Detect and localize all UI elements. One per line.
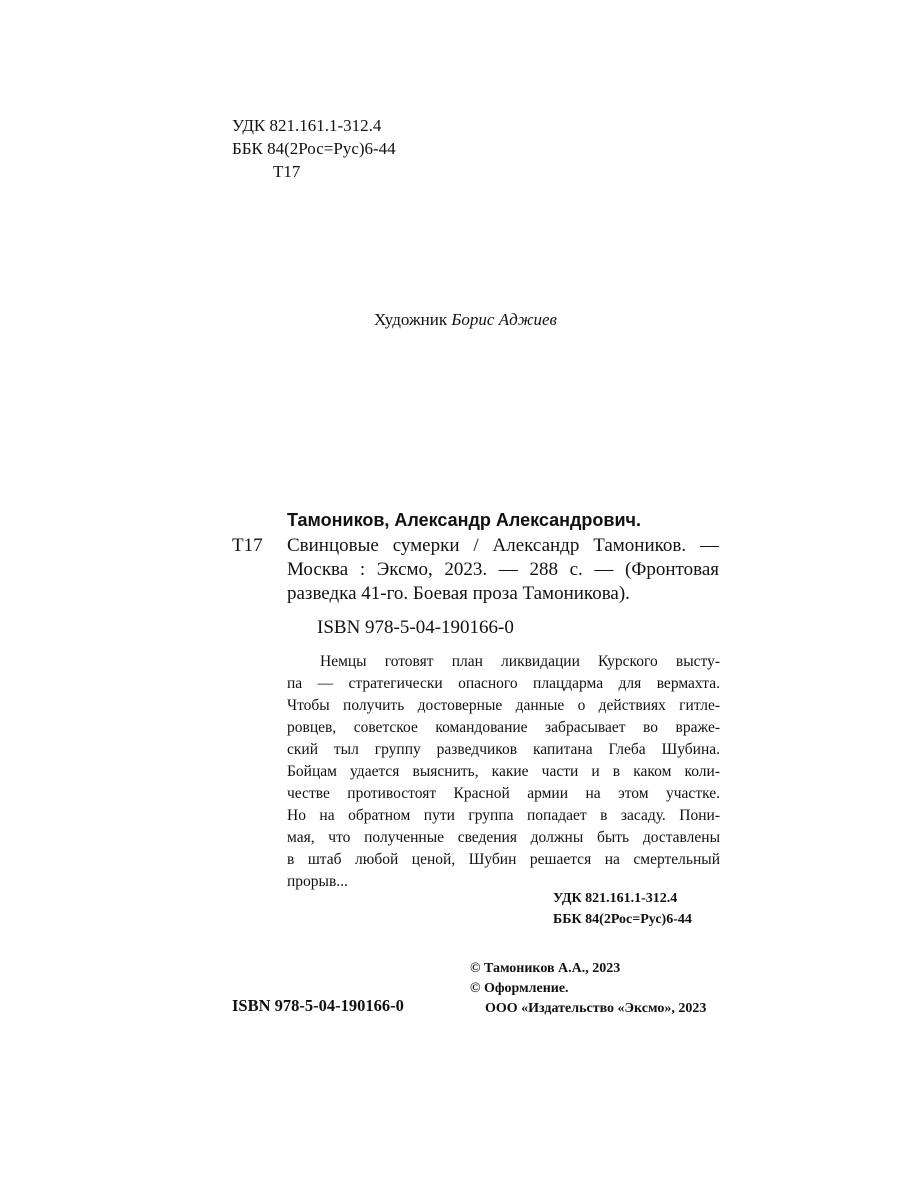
annotation-line-8: Но на обратном пути группа попадает в засаду. Пони- — [287, 807, 720, 824]
copyright-design: © Оформление. — [470, 981, 569, 996]
udk-code-top: УДК 821.161.1-312.4 — [232, 116, 382, 135]
author-mark-entry: Т17 — [232, 535, 263, 556]
udk-code-bottom: УДК 821.161.1-312.4 — [553, 891, 678, 906]
artist-credit — [374, 310, 557, 330]
annotation-line-6: Бойцам удается выяснить, какие части и в каком коли- — [287, 763, 720, 780]
copyright-publisher: ООО «Издательство «Эксмо», 2023 — [485, 1001, 707, 1016]
author-heading: Тамоников, Александр Александрович. — [287, 510, 642, 530]
bbk-code-bottom: ББК 84(2Рос=Рус)6-44 — [553, 912, 692, 927]
annotation-line-7: честве противостоят Красной армии на этом участке. — [287, 785, 720, 802]
description-line-1: Свинцовые сумерки / Александр Тамоников. — — [287, 535, 719, 556]
artist-label: Художник — [374, 310, 448, 329]
copyright-author: © Тамоников А.А., 2023 — [470, 961, 621, 976]
annotation-line-1: Немцы готовят план ликвидации Курского высту- — [320, 653, 720, 670]
isbn-bottom: ISBN 978-5-04-190166-0 — [232, 996, 404, 1015]
description-line-3: разведка 41-го. Боевая проза Тамоникова). — [287, 583, 630, 604]
bbk-code-top: ББК 84(2Рос=Рус)6-44 — [232, 139, 396, 158]
annotation-line-3: Чтобы получить достоверные данные о действиях гитле- — [287, 697, 720, 714]
annotation-line-11: прорыв... — [287, 873, 348, 890]
annotation-line-9: мая, что полученные сведения должны быть доставлены — [287, 829, 720, 846]
annotation-line-4: ровцев, советское командование забрасывает во враже- — [287, 719, 720, 736]
description-line-2: Москва : Эксмо, 2023. — 288 с. — (Фронтовая — [287, 559, 719, 580]
isbn-entry: ISBN 978-5-04-190166-0 — [317, 617, 514, 638]
annotation-line-5: ский тыл группу разведчиков капитана Глеба Шубина. — [287, 741, 720, 758]
annotation-line-2: па — стратегически опасного плацдарма для вермахта. — [287, 675, 720, 692]
author-mark-top: Т17 — [273, 162, 301, 181]
annotation-line-10: в штаб любой ценой, Шубин решается на смертельный — [287, 851, 720, 868]
artist-name: Борис Аджиев — [451, 310, 557, 329]
